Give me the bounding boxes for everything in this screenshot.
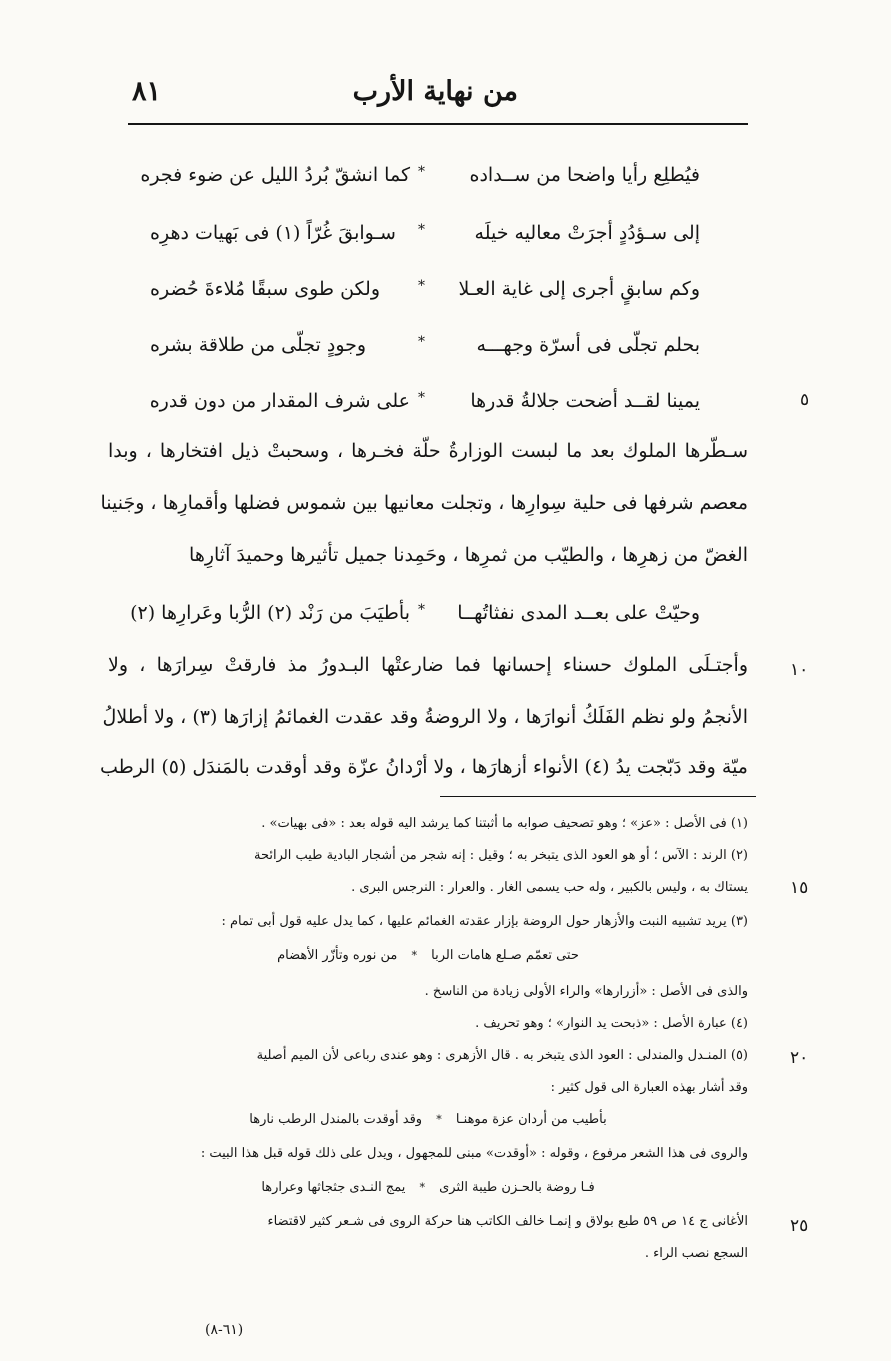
footnote-3: (٣) يريد تشبيه النبت والأزهار حول الروضة بإزار عقدته الغمائم عليها ، كما يدل عليه قول أبى تمام : [221,914,748,929]
footnote-5-cont: السجع نصب الراء . [644,1246,748,1261]
hemistich-first: إلى سـؤدُدٍ أجرَتْ معاليه خيلَه [474,222,700,244]
footnote-5-verse [108,1112,748,1127]
hemistich-first: فيُطلِع رأيا واضحا من ســداده [469,164,700,186]
verse-separator: * [418,164,425,180]
footnote-verse-first: فـا روضة بالحـزن طيبة الثرى [439,1180,595,1195]
footnote-5-cont: الأغانى ج ١٤ ص ٥٩ طبع بولاق و إنمـا خالف الكاتب هنا حركة الروى فى شـعر كثير لاقتضاء [267,1214,748,1229]
hemistich-second: وجودٍ تجلّى من طلاقة بشره [150,334,367,356]
footnote-2-cont: يستاك به ، وليس بالكبير ، وله حب يسمى الغار . والعرار : النرجس البرى . [351,880,748,895]
verse-separator: * [418,390,425,406]
header-rule [128,123,748,125]
footnote-verse-second: من نوره وتأزّر الأهضام [277,948,398,963]
footnote-4: (٤) عبارة الأصل : «ذبحت يد النوار» ؛ وهو تحريف . [475,1016,748,1031]
verse-line [150,382,700,426]
footnote-5-cont: والروى فى هذا الشعر مرفوع ، وقوله : «أوقدت» مبنى للمجهول ، ويدل على ذلك قوله قبل هذا البيت : [200,1146,748,1161]
verse-separator: * [436,1113,442,1126]
prose-line: الأنجمُ ولو نظم الفَلَكُ أنوارَها ، ولا الروضةُ وقد عقدت الغمائمُ إزارَها (٣) ، ولا أطلالُ [102,706,748,728]
inline-verse-line [130,594,700,638]
verse-separator: * [411,949,417,962]
prose-line: ميّة وقد دَبّجت يدُ (٤) الأنواء أزهارَها ، ولا أرْدانُ عزّة وقد أوقدت بالمَندَل (٥) الرطب [99,756,748,778]
verse-line [150,326,700,370]
footnote-5: (٥) المنـدل والمندلى : العود الذى يتبخر به . قال الأزهرى : وهو عندى رباعى لأن الميم أصلية [256,1048,748,1063]
footnote-verse-second: وقد أوقدت بالمندل الرطب نارها [249,1112,423,1127]
prose-line: معصم شرفها فى حلية سِوارِها ، وتجلت معانيها بين شموس فضلها وأقمارِها ، وجَنينا [100,492,748,514]
prose-line: الغضّ من زهرِها ، والطيّب من ثمرِها ، وحَمِدنا جميل تأثيرها وحميدَ آثارِها [189,544,748,566]
footnote-verse-second: يمج النـدى جثجاثها وعرارها [261,1180,406,1195]
verse-line [140,156,700,200]
line-number: ٢٥ [790,1216,809,1236]
footnote-5-verse-2 [108,1180,748,1195]
footnote-3-verse [108,948,748,963]
prose-line: وأجتـلَى الملوك حسناء إحسانها فما ضارعتْها البـدورُ مذ فارقتْ سِرارَها ، ولا [108,654,748,676]
line-number: ٢٠ [790,1048,809,1068]
footnote-5-cont: وقد أشار بهذه العبارة الى قول كثير : [550,1080,748,1095]
hemistich-second: على شرف المقدار من دون قدره [149,390,410,412]
verse-separator: * [418,602,425,618]
printer-signature: (٦١-٨) [205,1322,244,1338]
verse-line [150,214,700,258]
verse-separator: * [418,278,425,294]
hemistich-first: يمينا لقــد أضحت جلالةُ قدرها [470,390,700,412]
hemistich-second: بأطيَبَ من رَنْد (٢) الرُّبا وعَرارِها (٢) [130,602,410,624]
footnote-verse-first: حتى تعمّم صـلع هامات الربا [431,948,579,963]
footnote-rule [440,796,756,797]
hemistich-first: وكم سابقٍ أجرى إلى غاية العـلا [458,278,700,300]
prose-line: سـطّرها الملوك بعد ما لبست الوزارةُ حلّة فخـرها ، وسحبتْ ذيل افتخارها ، وبدا [108,440,748,462]
hemistich-first: وحيّتْ على بعــد المدى نفثاتُهــا [457,602,700,624]
verse-line [150,270,700,314]
line-number: ١٥ [790,878,809,898]
hemistich-second: سـوابقَ غُرّاً (١) فى بَهيات دهرِه [150,222,396,244]
running-header [128,66,748,124]
hemistich-second: ولكن طوى سبقًا مُلاءةَ حُضره [150,278,381,300]
footnote-3-cont: والذى فى الأصل : «أزرارها» والراء الأولى زيادة من الناسخ . [424,984,748,999]
line-number: ٥ [800,390,810,410]
footnote-1: (١) فى الأصل : «عز» ؛ وهو تصحيف صوابه ما أثبتنا كما يرشد اليه قوله بعد : «فى بهيات» . [261,816,748,831]
footnote-verse-first: بأطيب من أردان عزة موهنـا [455,1112,607,1127]
verse-separator: * [418,334,425,350]
verse-separator: * [418,222,425,238]
verse-separator: * [419,1181,425,1194]
line-number: ١٠ [790,660,809,680]
hemistich-first: بحلم تجلّى فى أسرّة وجهـــه [476,334,700,356]
hemistich-second: كما انشقّ بُردُ الليل عن ضوء فجره [140,164,410,186]
running-title: من نهاية الأرب [352,76,518,107]
page-number: ٨١ [132,76,162,107]
footnote-2: (٢) الرند : الآس ؛ أو هو العود الذى يتبخر به ؛ وقيل : إنه شجر من أشجار البادية طيب الرائحة [253,848,748,863]
